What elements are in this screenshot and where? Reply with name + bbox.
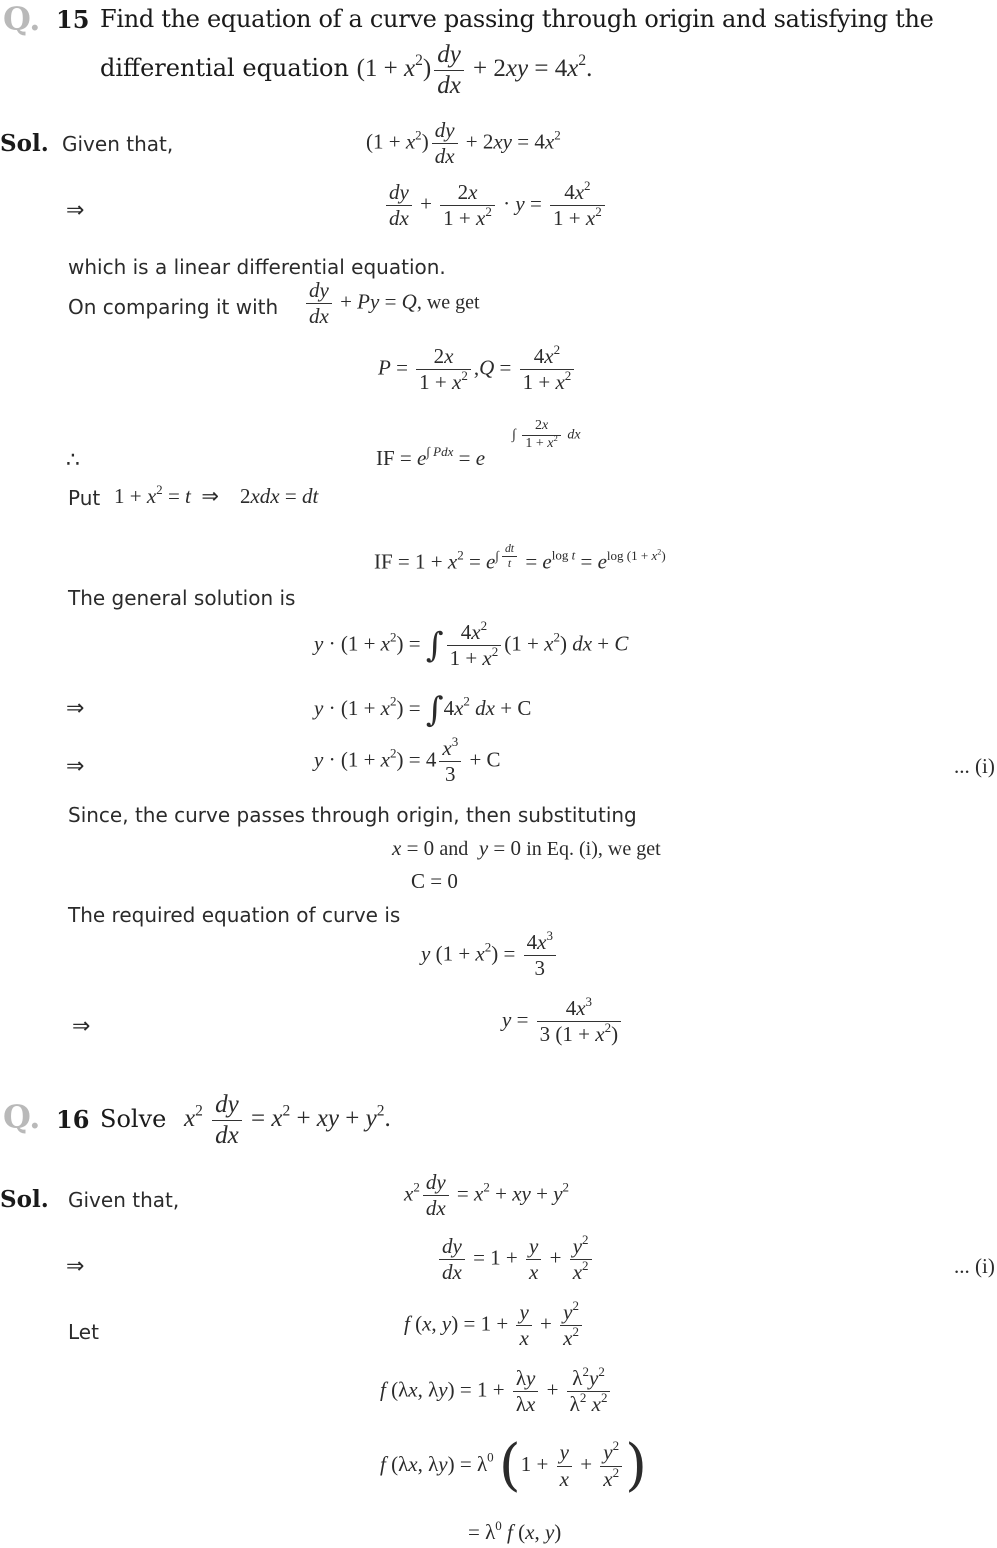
equation-given: $(1 + x^2)$ $\frac{dy}{dx}$ + $2xy = 4x^2$ [366,118,561,169]
origin-substitution: x = 0 and y = 0 in Eq. (i), we get [392,836,661,860]
question-marker: Q. [3,0,41,38]
if-result: IF = $1 + x^2 = e^{\int \frac{dt}{t}}$ = $e^{log t} = e^{log (1 + x^2)}$ [374,542,666,574]
required-eq2: y = $\frac{4x^3}{3 (1 + x^2)}$ [502,996,624,1047]
function-result: = $\lambda^0$ f (x, y) [468,1517,562,1544]
implies-symbol: ⇒ [66,198,85,223]
given-that-label-16: Given that, [68,1188,180,1212]
equation-reference-2: ... (i) [954,1254,995,1278]
question-text-prefix: differential equation [100,54,349,83]
function-def: f (x, y) = 1 + $\frac{y}{x}$ + $\frac{y^2}{x^2}$ [404,1300,585,1351]
implies-symbol-5: ⇒ [66,1254,85,1279]
linear-text: which is a linear differential equation. [68,255,446,279]
solution-label-16: Sol. [0,1186,49,1213]
if-exponent: ∫ $\frac{2x}{1 + x^2}$ dx [512,418,581,451]
q16-rearranged: $\frac{dy}{dx}$ = 1 + $\frac{y}{x}$ + $\frac{y^2}{x^2}$ [436,1234,595,1285]
function-scaled: f (λx, λy) = 1 + $\frac{\lambda y}{\lambda x}$ + $\frac{\lambda^2y^2}{\lambda^2 x^2}$ [380,1366,613,1417]
given-that-label: Given that, [62,132,174,156]
we-get-text: , we get [416,291,480,314]
substitution: $1 + x^2 = t$ ⇒ 2xdx = dt [114,481,319,508]
question-16-equation: $x^2$ $\frac{dy}{dx}$ = $x^2$ + xy + $y^2$. [184,1091,391,1149]
question-equation: $(1 + x^2)$ $\frac{dy}{dx}$ + $2xy = 4x^2$. [356,41,593,99]
p-q-values: P = $\frac{2x}{1 + x^2}$ ,Q = $\frac{4x^2}{1 + x^2}$ [378,344,577,395]
required-eq1: y $(1 + x^2)$ = $\frac{4x^3}{3}$ [421,930,559,981]
question-marker-16: Q. [3,1098,41,1136]
constant-value: C = 0 [411,869,458,893]
therefore-symbol: ∴ [66,448,80,473]
required-text: The required equation of curve is [68,903,401,927]
comparing-text: On comparing it with [68,295,279,319]
and-text: and [439,838,469,860]
question-text-line1: Find the equation of a curve passing through origin and satisfying the [100,5,934,33]
integrating-factor: IF = $e^{\int Pdx} = e$ [376,443,486,470]
general-solution-text: The general solution is [68,586,296,610]
question-16-solve: Solve [100,1105,167,1133]
linear-form: $\frac{dy}{dx}$ + Py = Q, we get [303,278,480,329]
implies-symbol-4: ⇒ [72,1014,91,1039]
q16-given-eq: $x^2$ $\frac{dy}{dx}$ = $x^2$ + xy + $y^2$ [404,1170,570,1221]
general-solution-eq3: $y \cdot (1 + x^2) = 4$ $\frac{x^3}{3}$ + C [314,733,501,787]
since-text: Since, the curve passes through origin, then substituting [68,803,637,827]
implies-symbol-2: ⇒ [66,696,85,721]
question-text-line2 [100,40,592,101]
substituting-end-text: in Eq. (i), we get [526,838,661,860]
equation-reference-1: ... (i) [954,754,995,778]
solution-label: Sol. [0,130,49,157]
question-number-16: 16 [56,1105,90,1134]
implies-symbol-3: ⇒ [66,754,85,779]
let-text: Let [68,1320,99,1344]
question-number: 15 [56,5,90,34]
general-solution-eq1: $y \cdot (1 + x^2)$ = ∫ $\frac{4x^2}{1 + x^2}$ $(1 + x^2)$ dx + C [314,617,629,671]
equation-standard-form: $\frac{dy}{dx}$ + $\frac{2x}{1 + x^2}$ · y = $\frac{4x^2}{1 + x^2}$ [383,180,608,231]
general-solution-eq2: $y \cdot (1 + x^2) = \int 4x^2$ dx + C [314,690,532,730]
function-homogeneous: f (λx, $\lambda y) = \lambda^0$ (1 + $\frac{y}{x}$ + $\frac{y^2}{x^2}$ ) [380,1433,647,1498]
put-text: Put [68,486,101,510]
